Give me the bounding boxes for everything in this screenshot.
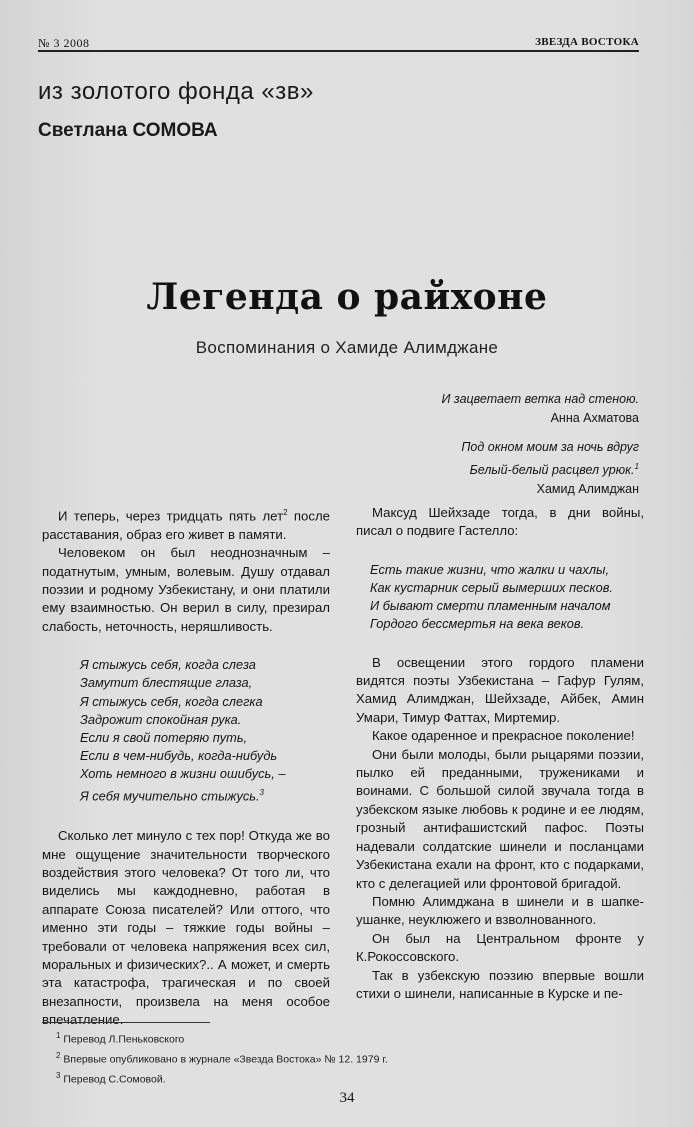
poem-line: Гордого бессмертья на века веков.: [370, 616, 585, 632]
footnote: [56, 1048, 388, 1068]
poem: [370, 561, 644, 634]
journal-name: ЗВЕЗДА ВОСТОКА: [535, 36, 639, 48]
footnote-text: Перевод С.Сомовой.: [63, 1073, 166, 1086]
poem-line: Задрожит спокойная рука.: [80, 711, 242, 727]
paragraph: Так в узбекскую поэзию впервые вошли стихи о шинели, написанные в Курске и пе-: [356, 967, 644, 1001]
footnote-ref: 1: [634, 462, 639, 471]
footnote-text: Впервые опубликовано в журнале «Звезда Востока» № 12. 1979 г.: [63, 1053, 388, 1066]
paragraph: Они были молоды, были рыцарями поэзии, пылко ей преданными, тружениками и воинами. С большой силой звучала тогда в узбекском языке любовь к родине и ее людям, грозный антифашистский пафос. Поэты надевали солдатские шинели и посланцами Узбекистана ехали на фронт, кто с подарками, кто с делегацией или фронтовой бригадой.: [356, 746, 644, 891]
footnote-number: 2: [56, 1051, 61, 1060]
footnote: [56, 1028, 388, 1048]
paragraph: Он был на Центральном фронте у К.Рокоссовского.: [356, 930, 644, 965]
poem: [80, 656, 330, 805]
footnote-text: Перевод Л.Пеньковского: [63, 1033, 185, 1046]
article-subtitle: Воспоминания о Хамиде Алимджане: [195, 338, 499, 357]
poem-line: Если я свой потеряю путь,: [80, 730, 248, 746]
poem-line: Я стыжусь себя, когда слегка: [80, 693, 263, 709]
epigraph-line: И зацветает ветка над стеною.: [441, 392, 639, 406]
paragraph-text: И теперь, через тридцать пять лет: [58, 508, 284, 524]
poem-line: И бывают смерти пламенным началом: [370, 598, 611, 614]
poem-line: Замутит блестящие глаза,: [80, 675, 253, 691]
poem-line: Я стыжусь себя, когда слеза: [80, 657, 256, 673]
epigraph: [442, 390, 640, 428]
paragraph: Помню Алимджана в шинели и в шапке-ушанке, неуклюжего и взволнованного.: [356, 893, 644, 928]
epigraph-line-text: Белый-белый расцвел урюк.: [469, 463, 635, 478]
poem-line: Хоть немного в жизни ошибусь, –: [80, 766, 286, 782]
footnote-ref: 3: [259, 787, 264, 797]
epigraph: [461, 438, 639, 499]
paragraph: Человеком он был неоднозначным – податнутым, умным, волевым. Душу отдавал поэзии и родному Узбекистану, и они платили ему взаимностью. Он верил в силу, презирал слабость, неточность, неряшливость.: [42, 545, 330, 634]
paragraph: Максуд Шейхзаде тогда, в дни войны, писал о подвиге Гастелло:: [356, 505, 644, 539]
page-number: 34: [339, 1090, 355, 1106]
issue-number: № 3 2008: [38, 36, 90, 50]
footnote-divider: [42, 1022, 210, 1023]
running-header: [38, 36, 639, 52]
footnote-number: 1: [56, 1031, 61, 1040]
poem-line: Как кустарник серый вымерших песков.: [370, 580, 613, 596]
footnote: [56, 1068, 388, 1088]
poem-line: [80, 784, 330, 805]
paragraph: [42, 504, 330, 544]
left-column: [42, 504, 330, 1030]
epigraph-attribution: Хамид Алимджан: [536, 482, 639, 497]
poem-line-text: Я себя мучительно стыжусь.: [80, 787, 260, 803]
author-name: Светлана СОМОВА: [38, 120, 218, 141]
epigraph-attribution: Анна Ахматова: [550, 411, 639, 425]
poem-line: Если в чем-нибудь, когда-нибудь: [80, 748, 278, 764]
epigraph-line: Под окном моим за ночь вдруг: [461, 440, 639, 454]
paragraph: Сколько лет минуло с тех пор! Откуда же во мне ощущение значительности творческого воздействия этого человека? От того ли, что виделись мы каждодневно, работая в аппарате Союза писателей? Или оттого, что именно эти годы – тяжкие годы войны – требовали от человека напряжения всех сил, моральных и физических?.. А может, и смерть эта катастрофа, трагическая и по своей внезапности, произвела на меня особое впечатление.: [42, 828, 330, 1028]
footnote-number: 3: [56, 1071, 61, 1080]
right-column: [356, 504, 644, 1003]
epigraph-line: [461, 457, 639, 480]
footnote-ref: 2: [283, 508, 288, 517]
rubric-heading: из золотого фонда «зв»: [38, 78, 314, 105]
paragraph: Какое одаренное и прекрасное поколение!: [372, 728, 635, 744]
footnotes: [56, 1028, 388, 1088]
poem-line: Есть такие жизни, что жалки и чахлы,: [370, 561, 610, 577]
article-title: Легенда о райхоне: [146, 276, 548, 318]
paragraph: В освещении этого гордого пламени видятся поэты Узбекистана – Гафур Гулям, Хамид Алимджан, Шейхзаде, Айбек, Амин Умари, Тимур Фаттах, Миртемир.: [356, 654, 644, 725]
paragraph-text: после расставания, образ его живет в памяти.: [42, 508, 331, 542]
